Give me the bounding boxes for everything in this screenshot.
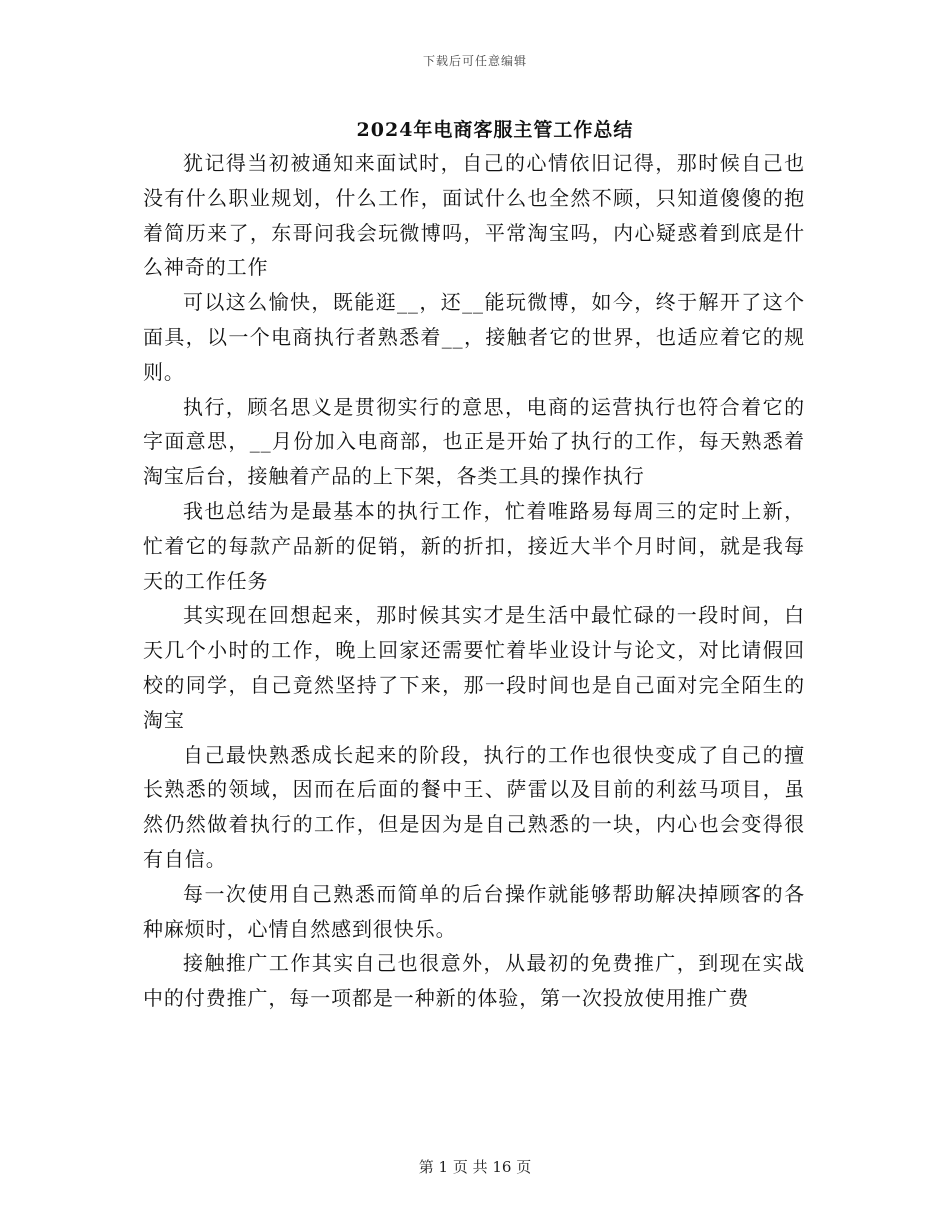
paragraph: 执行，顾名思义是贯彻实行的意思，电商的运营执行也符合着它的字面意思，__月份加入电商部，也正是开始了执行的工作，每天熟悉着淘宝后台，接触着产品的上下架，各类工具的操作执行 [143,394,805,489]
paragraph: 其实现在回想起来，那时候其实才是生活中最忙碌的一段时间，白天几个小时的工作，晚上回家还需要忙着毕业设计与论文，对比请假回校的同学，自己竟然坚持了下来，那一段时间也是自己面对完全陌生的淘宝 [143,603,805,732]
document-title: 2024年电商客服主管工作总结 [356,119,634,141]
paragraph: 犹记得当初被通知来面试时，自己的心情依旧记得，那时候自己也没有什么职业规划，什么工作，面试什么也全然不顾，只知道傻傻的抱着简历来了，东哥问我会玩微博吗，平常淘宝吗，内心疑惑着到底是什么神奇的工作 [143,151,805,280]
paragraph: 我也总结为是最基本的执行工作，忙着唯路易每周三的定时上新，忙着它的每款产品新的促销，新的折扣，接近大半个月时间，就是我每天的工作任务 [143,498,805,593]
page-number: 第 1 页 共 16 页 [418,1158,532,1176]
document-body [143,146,805,1016]
header-note: 下载后可任意编辑 [422,54,527,68]
paragraph: 接触推广工作其实自己也很意外，从最初的免费推广，到现在实战中的付费推广，每一项都是一种新的体验，第一次投放使用推广费 [143,951,805,1011]
paragraph: 可以这么愉快，既能逛__，还__能玩微博，如今，终于解开了这个面具，以一个电商执行者熟悉着__，接触者它的世界，也适应着它的规则。 [143,290,805,384]
paragraph: 每一次使用自己熟悉而简单的后台操作就能够帮助解决掉顾客的各种麻烦时，心情自然感到很快乐。 [143,881,805,941]
paragraph: 自己最快熟悉成长起来的阶段，执行的工作也很快变成了自己的擅长熟悉的领域，因而在后面的餐中王、萨雷以及目前的利兹马项目，虽然仍然做着执行的工作，但是因为是自己熟悉的一块，内心也会变得很有自信。 [143,742,805,871]
